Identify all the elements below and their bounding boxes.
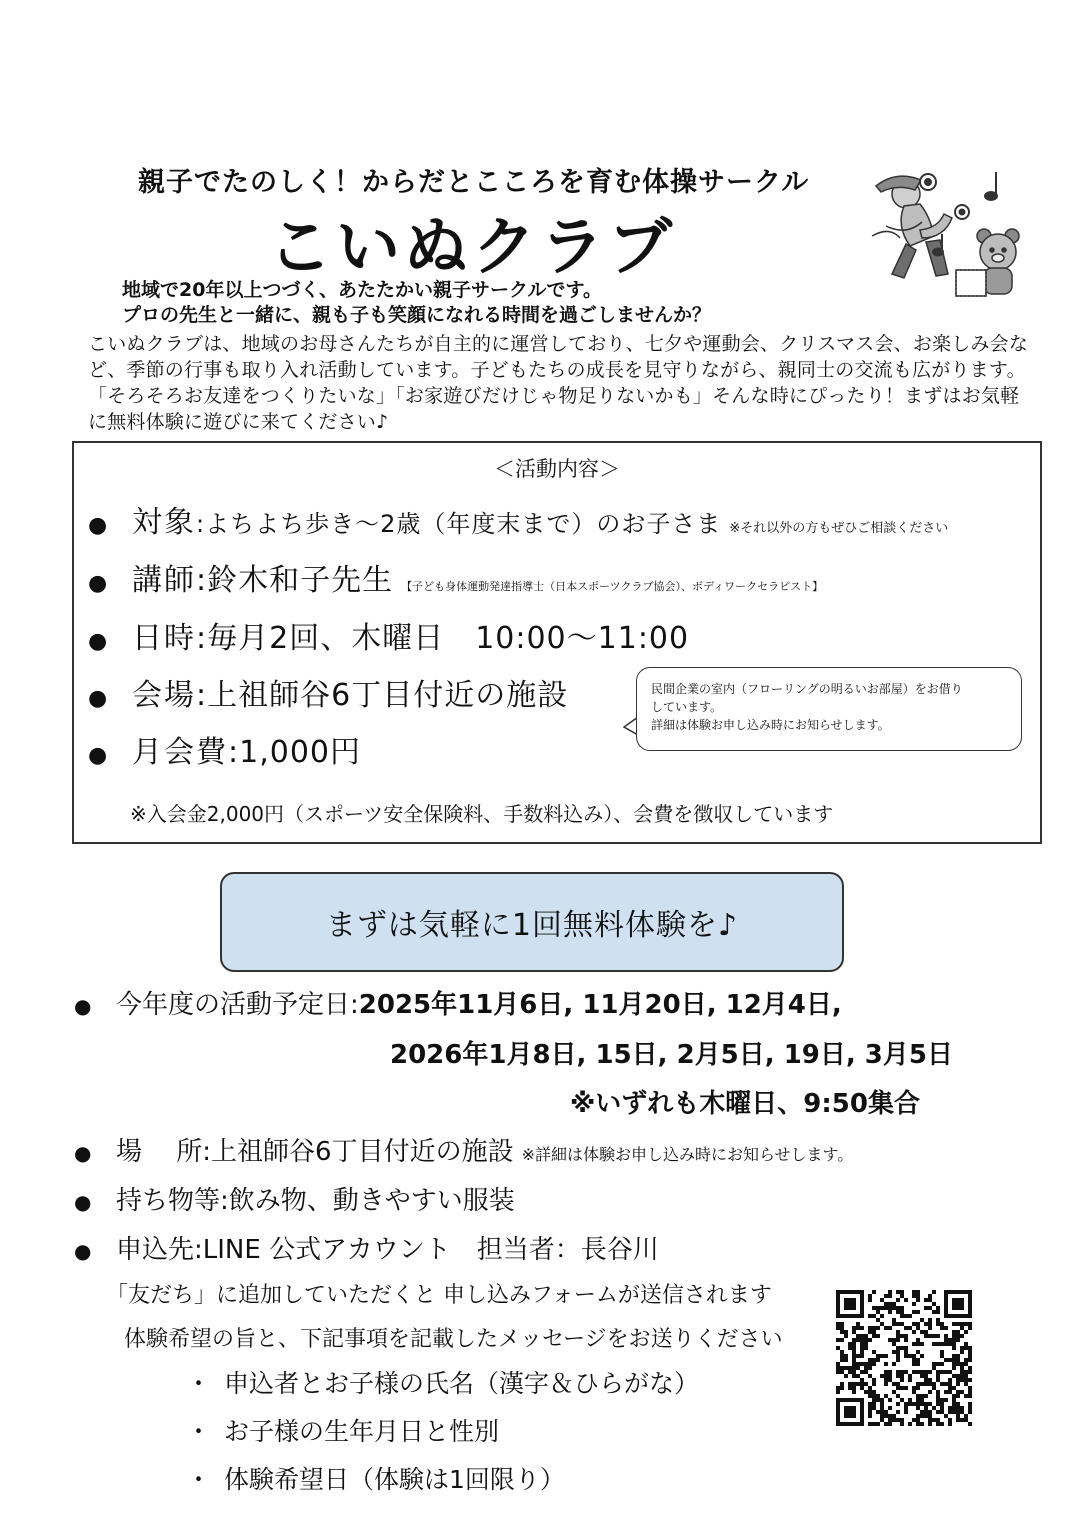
apply-label: 申込先 [116, 1235, 195, 1265]
apply-desc-2: 体験希望の旨と、下記事項を記載したメッセージをお送りください [124, 1327, 783, 1352]
lead-line-1: 地域で20年以上つづく、あたたかい親子サークルです。 [122, 279, 602, 301]
bullet-icon: ● [88, 743, 108, 768]
bear-illustration [956, 229, 1019, 296]
items-value: :飲み物、動きやすい服装 [220, 1186, 515, 1216]
place-label: 場 所 [116, 1137, 203, 1167]
dot-icon: ・ [186, 1417, 212, 1446]
intro-paragraph: こいぬクラブは、地域のお母さんたちが自主的に運営しており、七夕や運動会、クリスマス会、お楽しみ会など、季節の行事も取り入れ活動しています。子どもたちの成長を見守りながら、親同士の交流も広がります。「そろそろお友達をつくりたいな」「お家遊びだけじゃ物足りないかも」そんな時にぴったり！まずはお気軽に無料体験に遊びに来てください♪ [88, 333, 1029, 433]
venue-speech-bubble [636, 667, 1022, 751]
fee-row [88, 727, 361, 771]
bubble-line-1: 民間企業の室内（フローリングの明るいお部屋）をお借り [651, 682, 963, 696]
page-title: こいぬクラブ [268, 211, 676, 285]
flower-icon [920, 174, 969, 219]
apply-desc-1: 「友だち」に追加していただくと 申し込みフォームが送信されます [106, 1283, 772, 1308]
fee-value: :1,000円 [228, 735, 361, 770]
datetime-row [88, 613, 689, 657]
bullet-icon: ● [88, 513, 108, 538]
bullet-icon: ● [88, 686, 108, 711]
qr-code[interactable] [836, 1290, 972, 1426]
target-label: 対象 [132, 505, 196, 540]
bubble-line-2: しています。 [651, 700, 723, 714]
schedule-line-1: 2025年11月6日, 11月20日, 12月4日, [358, 990, 842, 1020]
fee-footnote: ※入会金2,000円（スポーツ安全保険料、手数料込み）、会費を徴収しています [130, 802, 834, 826]
place-note: ※詳細は体験お申し込み時にお知らせします。 [521, 1145, 854, 1164]
datetime-value: :毎月2回、木曜日 10:00～11:00 [196, 621, 690, 656]
teacher-value: :鈴木和子先生 [196, 563, 394, 598]
bullet-icon: ● [74, 1190, 92, 1214]
schedule-label: 今年度の活動予定日: [116, 990, 359, 1020]
venue-value: :上祖師谷6丁目付近の施設 [196, 678, 569, 713]
venue-row [88, 670, 568, 714]
required-item [186, 1364, 699, 1400]
required-item-text: お子様の生年月日と性別 [224, 1417, 500, 1446]
bullet-icon: ● [74, 1141, 92, 1165]
bubble-line-3: 詳細は体験お申し込み時にお知らせします。 [651, 718, 890, 732]
bullet-icon: ● [88, 571, 108, 596]
dancing-child-illustration [866, 166, 1036, 306]
bullet-icon: ● [74, 1239, 92, 1263]
items-item [74, 1180, 515, 1217]
required-item [186, 1460, 565, 1496]
subtitle: 親子でたのしく！からだとこころを育む体操サークル [138, 167, 810, 198]
apply-item [74, 1229, 659, 1266]
required-item [186, 1412, 499, 1448]
target-value: :よちよち歩き～2歳（年度末まで）のお子さま [196, 510, 722, 538]
place-item [74, 1131, 853, 1168]
venue-label: 会場 [132, 678, 196, 713]
bullet-icon: ● [74, 994, 92, 1018]
bullet-icon: ● [88, 629, 108, 654]
schedule-line-2: 2026年1月8日, 15日, 2月5日, 19日, 3月5日 [390, 1040, 953, 1070]
schedule-line-3: ※いずれも木曜日、9:50集合 [570, 1089, 920, 1119]
dot-icon: ・ [186, 1465, 212, 1494]
required-item-text: 体験希望日（体験は1回限り） [224, 1465, 565, 1494]
required-item-text: 申込者とお子様の氏名（漢字＆ひらがな） [224, 1369, 700, 1398]
datetime-label: 日時 [132, 621, 196, 656]
activity-heading: ＜活動内容＞ [494, 457, 620, 481]
place-value: :上祖師谷6丁目付近の施設 [202, 1137, 514, 1167]
free-trial-banner: まずは気軽に1回無料体験を♪ [220, 872, 844, 972]
fee-label: 月会費 [132, 735, 228, 770]
schedule-item [74, 984, 842, 1021]
activity-box [72, 441, 1042, 844]
target-row [88, 497, 948, 541]
teacher-label: 講師 [132, 563, 196, 598]
teacher-row [88, 555, 823, 599]
target-note: ※それ以外の方もぜひご相談ください [729, 521, 949, 536]
dot-icon: ・ [186, 1369, 212, 1398]
items-label: 持ち物等 [116, 1186, 221, 1216]
lead-line-2: プロの先生と一緒に、親も子も笑顔になれる時間を過ごしませんか？ [122, 304, 712, 326]
apply-value: :LINE 公式アカウント 担当者：長谷川 [194, 1235, 659, 1265]
teacher-note: 【子ども身体運動発達指導士（日本スポーツクラブ協会）、ボディワークセラピスト】 [401, 580, 824, 593]
